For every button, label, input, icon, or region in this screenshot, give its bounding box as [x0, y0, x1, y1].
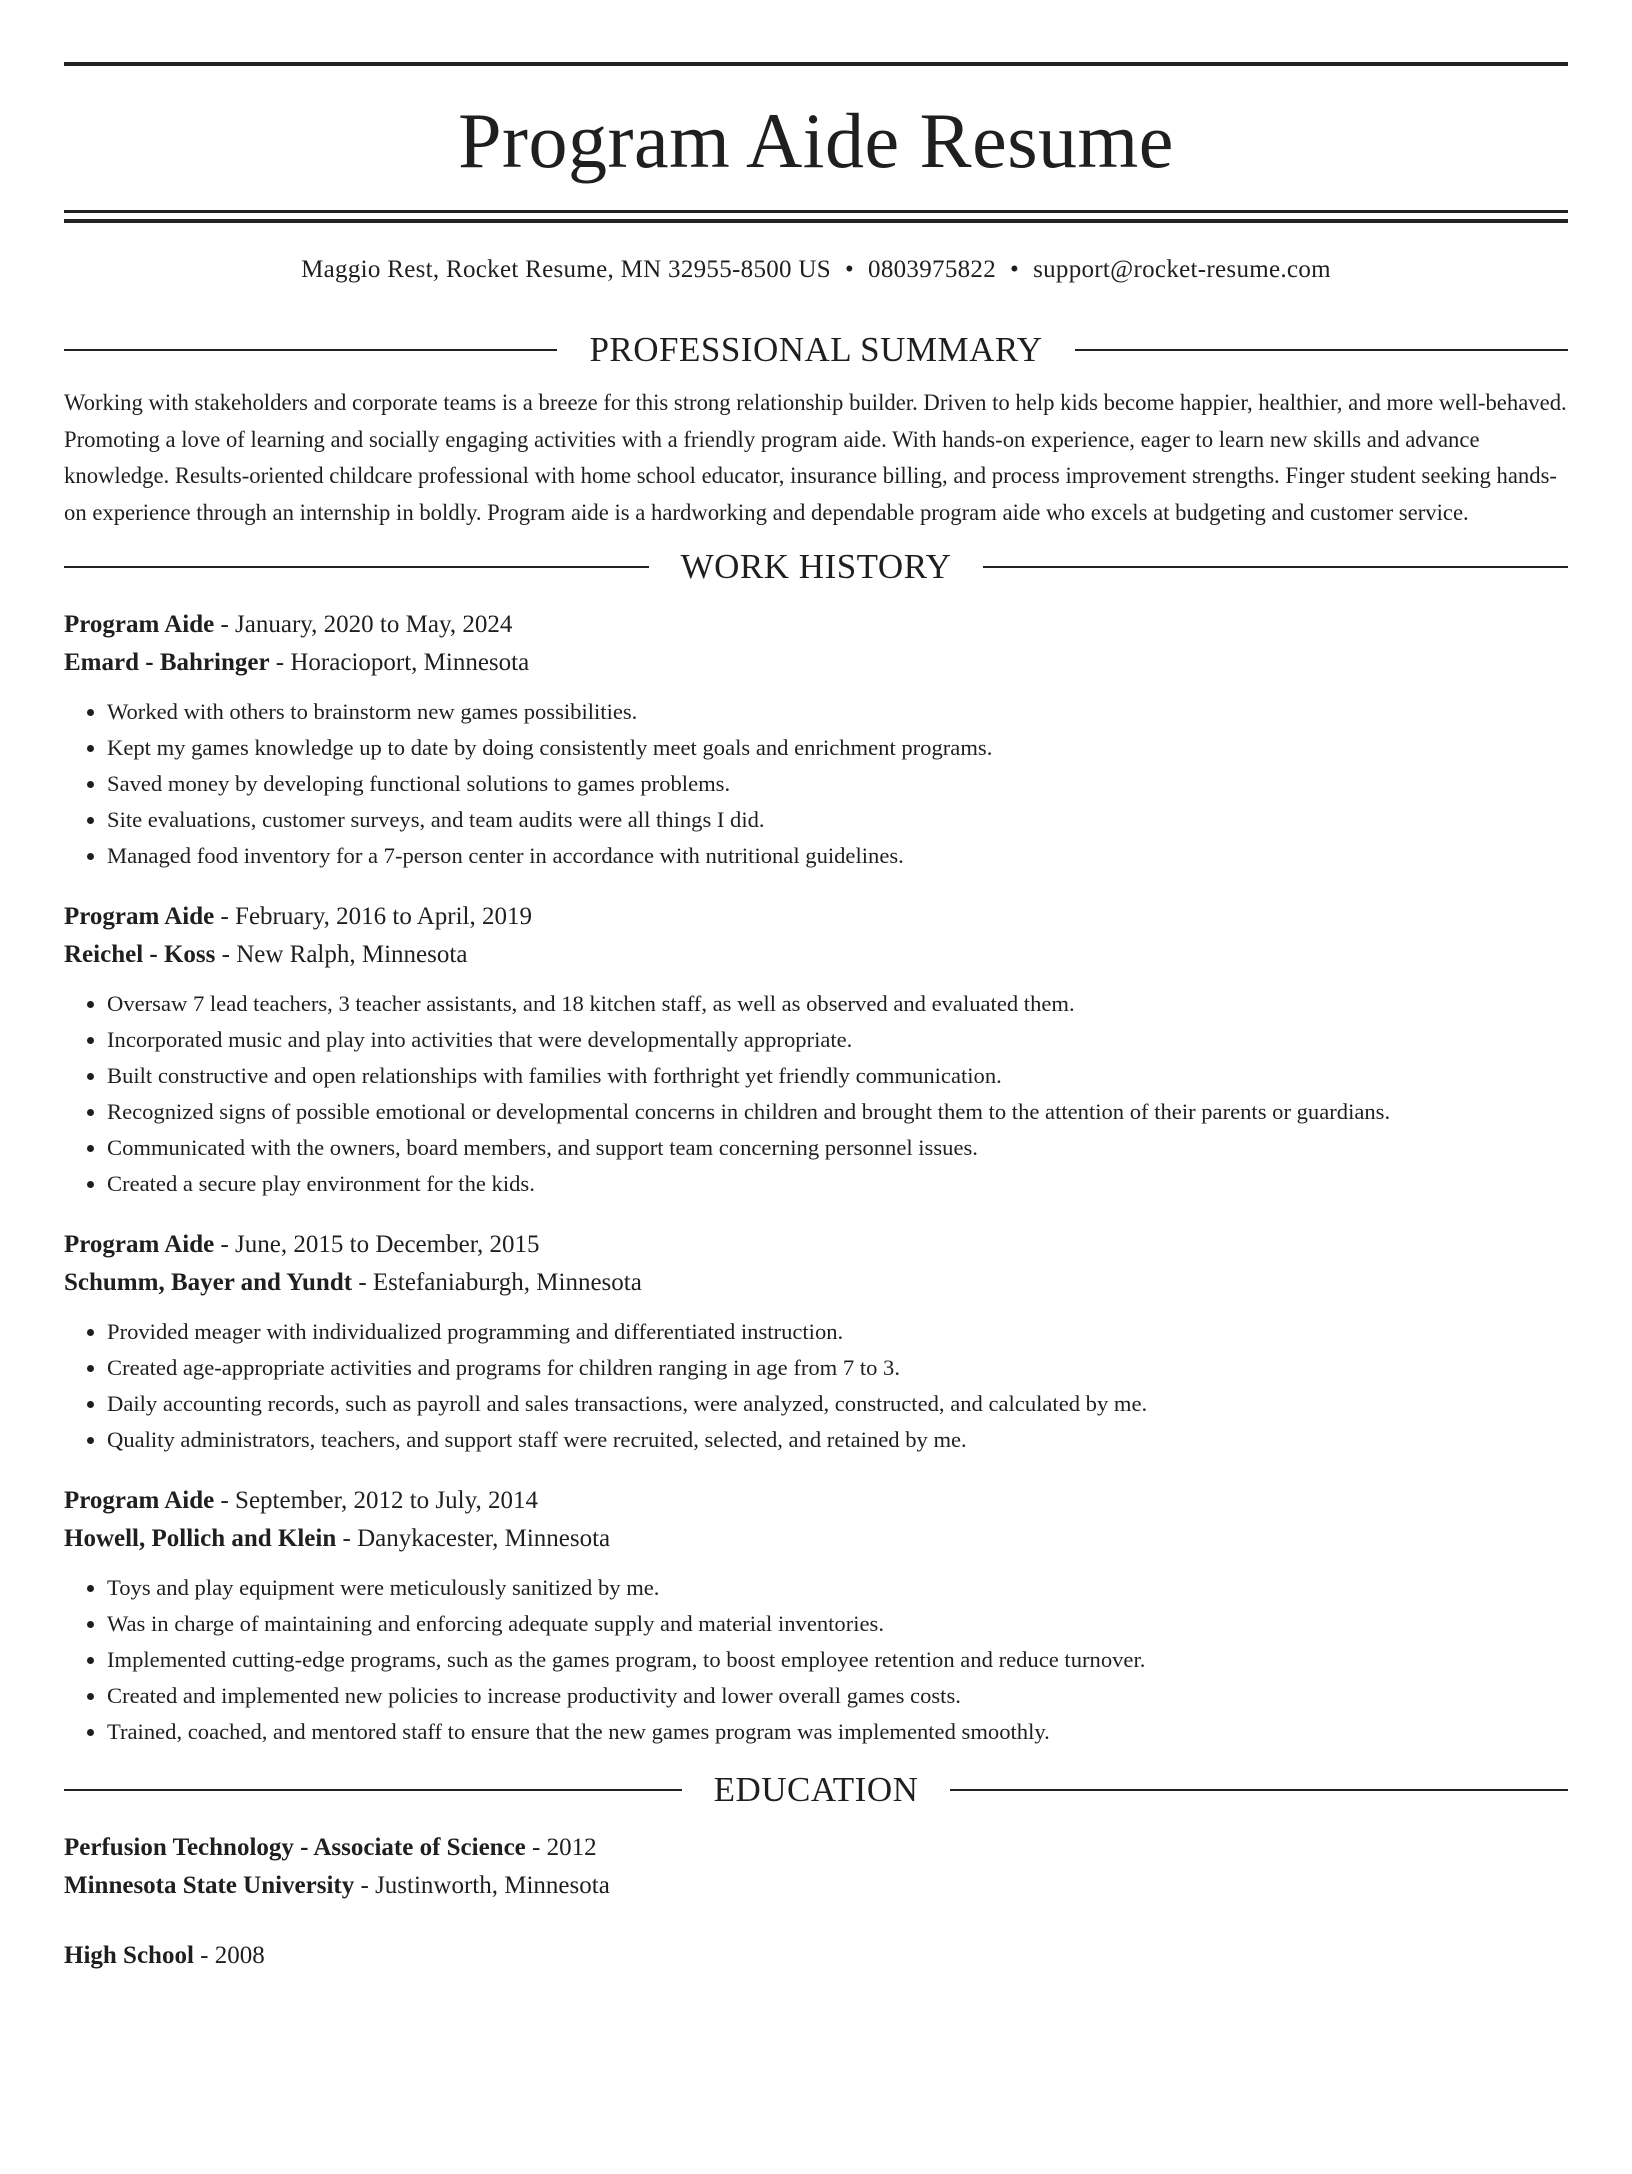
job-bullet: • Provided meager with individualized programming and differentiated instruction.	[107, 1314, 1568, 1350]
job-location: - Horacioport, Minnesota	[269, 649, 530, 676]
job-entry	[64, 1226, 1568, 1458]
summary-heading: PROFESSIONAL SUMMARY	[589, 330, 1043, 369]
job-company-line	[64, 936, 1568, 974]
degree-year: - 2012	[525, 1834, 597, 1861]
job-bullet: • Created a secure play environment for the kids.	[107, 1166, 1568, 1202]
degree: High School	[64, 1942, 194, 1969]
school-location: - Justinworth, Minnesota	[354, 1872, 610, 1899]
contact-email: support@rocket-resume.com	[1033, 256, 1331, 283]
job-dates: - June, 2015 to December, 2015	[214, 1231, 540, 1258]
job-location: - Danykacester, Minnesota	[336, 1525, 611, 1552]
section-rule	[1075, 349, 1568, 351]
contact-address: Maggio Rest, Rocket Resume, MN 32955-8500 US	[301, 256, 831, 283]
job-bullet: • Recognized signs of possible emotional or developmental concerns in children and brought them to the attention of their parents or guardians.	[107, 1094, 1568, 1130]
job-bullet: • Implemented cutting-edge programs, such as the games program, to boost employee retention and reduce turnover.	[107, 1642, 1568, 1678]
job-bullet: • Was in charge of maintaining and enforcing adequate supply and material inventories.	[107, 1606, 1568, 1642]
contact-line	[64, 257, 1568, 282]
page-title: Program Aide Resume	[458, 97, 1174, 184]
education-entry	[64, 1937, 1568, 1975]
education-entry	[64, 1829, 1568, 1905]
job-bullets	[64, 1314, 1568, 1458]
school: Minnesota State University	[64, 1872, 355, 1899]
section-rule	[64, 1789, 682, 1791]
job-bullets	[64, 694, 1568, 874]
resume-page	[0, 62, 1632, 2174]
contact-separator: •	[844, 256, 855, 283]
section-rule	[64, 349, 557, 351]
job-title-line	[64, 1482, 1568, 1520]
job-company: Schumm, Bayer and Yundt	[64, 1269, 353, 1296]
job-bullet: • Worked with others to brainstorm new games possibilities.	[107, 694, 1568, 730]
job-title-line	[64, 898, 1568, 936]
job-bullet: • Quality administrators, teachers, and support staff were recruited, selected, and retained by me.	[107, 1422, 1568, 1458]
work-heading: WORK HISTORY	[680, 547, 952, 586]
summary-section-header	[64, 332, 1568, 367]
job-title: Program Aide	[64, 611, 215, 638]
job-bullet: • Created age-appropriate activities and programs for children ranging in age from 7 to 3.	[107, 1350, 1568, 1386]
job-bullet: • Managed food inventory for a 7-person center in accordance with nutritional guidelines.	[107, 838, 1568, 874]
job-entry	[64, 898, 1568, 1202]
job-title-line	[64, 1226, 1568, 1264]
job-bullet: • Built constructive and open relationships with families with forthright yet friendly communication.	[107, 1058, 1568, 1094]
job-bullet: • Trained, coached, and mentored staff to ensure that the new games program was implemented smoothly.	[107, 1714, 1568, 1750]
job-company: Reichel - Koss	[64, 941, 216, 968]
job-bullet: • Saved money by developing functional solutions to games problems.	[107, 766, 1568, 802]
education-section-header	[64, 1772, 1568, 1807]
job-bullet: • Toys and play equipment were meticulously sanitized by me.	[107, 1570, 1568, 1606]
job-title-line	[64, 606, 1568, 644]
school-line	[64, 1867, 1568, 1905]
degree-line	[64, 1937, 1568, 1975]
job-dates: - September, 2012 to July, 2014	[214, 1487, 538, 1514]
job-company-line	[64, 644, 1568, 682]
job-company: Emard - Bahringer	[64, 649, 270, 676]
title-double-rule	[64, 210, 1568, 223]
job-entry	[64, 1482, 1568, 1750]
job-dates: - February, 2016 to April, 2019	[214, 903, 533, 930]
job-bullet: • Incorporated music and play into activities that were developmentally appropriate.	[107, 1022, 1568, 1058]
job-bullet: • Kept my games knowledge up to date by doing consistently meet goals and enrichment programs.	[107, 730, 1568, 766]
job-company-line	[64, 1520, 1568, 1558]
job-bullet: • Daily accounting records, such as payroll and sales transactions, were analyzed, constructed, and calculated by me.	[107, 1386, 1568, 1422]
job-entry	[64, 606, 1568, 874]
top-rule	[64, 62, 1568, 66]
job-title: Program Aide	[64, 1231, 215, 1258]
job-bullets	[64, 986, 1568, 1202]
job-location: - New Ralph, Minnesota	[215, 941, 468, 968]
job-company: Howell, Pollich and Klein	[64, 1525, 337, 1552]
education-heading: EDUCATION	[713, 1770, 919, 1809]
job-bullet: • Oversaw 7 lead teachers, 3 teacher assistants, and 18 kitchen staff, as well as observed and evaluated them.	[107, 986, 1568, 1022]
contact-separator: •	[1010, 256, 1020, 283]
job-dates: - January, 2020 to May, 2024	[214, 611, 513, 638]
job-title: Program Aide	[64, 903, 215, 930]
section-rule	[983, 566, 1568, 568]
degree-line	[64, 1829, 1568, 1867]
section-rule	[950, 1789, 1568, 1791]
job-bullet: • Created and implemented new policies to increase productivity and lower overall games costs.	[107, 1678, 1568, 1714]
job-location: - Estefaniaburgh, Minnesota	[352, 1269, 642, 1296]
job-bullets	[64, 1570, 1568, 1750]
job-bullet: • Communicated with the owners, board members, and support team concerning personnel issues.	[107, 1130, 1568, 1166]
job-company-line	[64, 1264, 1568, 1302]
contact-phone: 0803975822	[868, 256, 997, 283]
job-bullet: • Site evaluations, customer surveys, and team audits were all things I did.	[107, 802, 1568, 838]
work-section-header	[64, 549, 1568, 584]
job-title: Program Aide	[64, 1487, 215, 1514]
summary-text: Working with stakeholders and corporate teams is a breeze for this strong relationship builder. Driven to help kids become happier, healthier, and more well-behaved. Promoting a love of learning and socially engaging activities with a friendly program aide. With hands-on experience, eager to learn new skills and advance knowledge. Results-oriented childcare professional with home school educator, insurance billing, and process improvement strengths. Finger student seeking hands-on experience through an internship in boldly. Program aide is a hardworking and dependable program aide who excels at budgeting and customer service.	[64, 390, 1567, 525]
degree-year: - 2008	[193, 1942, 265, 1969]
degree: Perfusion Technology - Associate of Science	[64, 1834, 526, 1861]
section-rule	[64, 566, 649, 568]
